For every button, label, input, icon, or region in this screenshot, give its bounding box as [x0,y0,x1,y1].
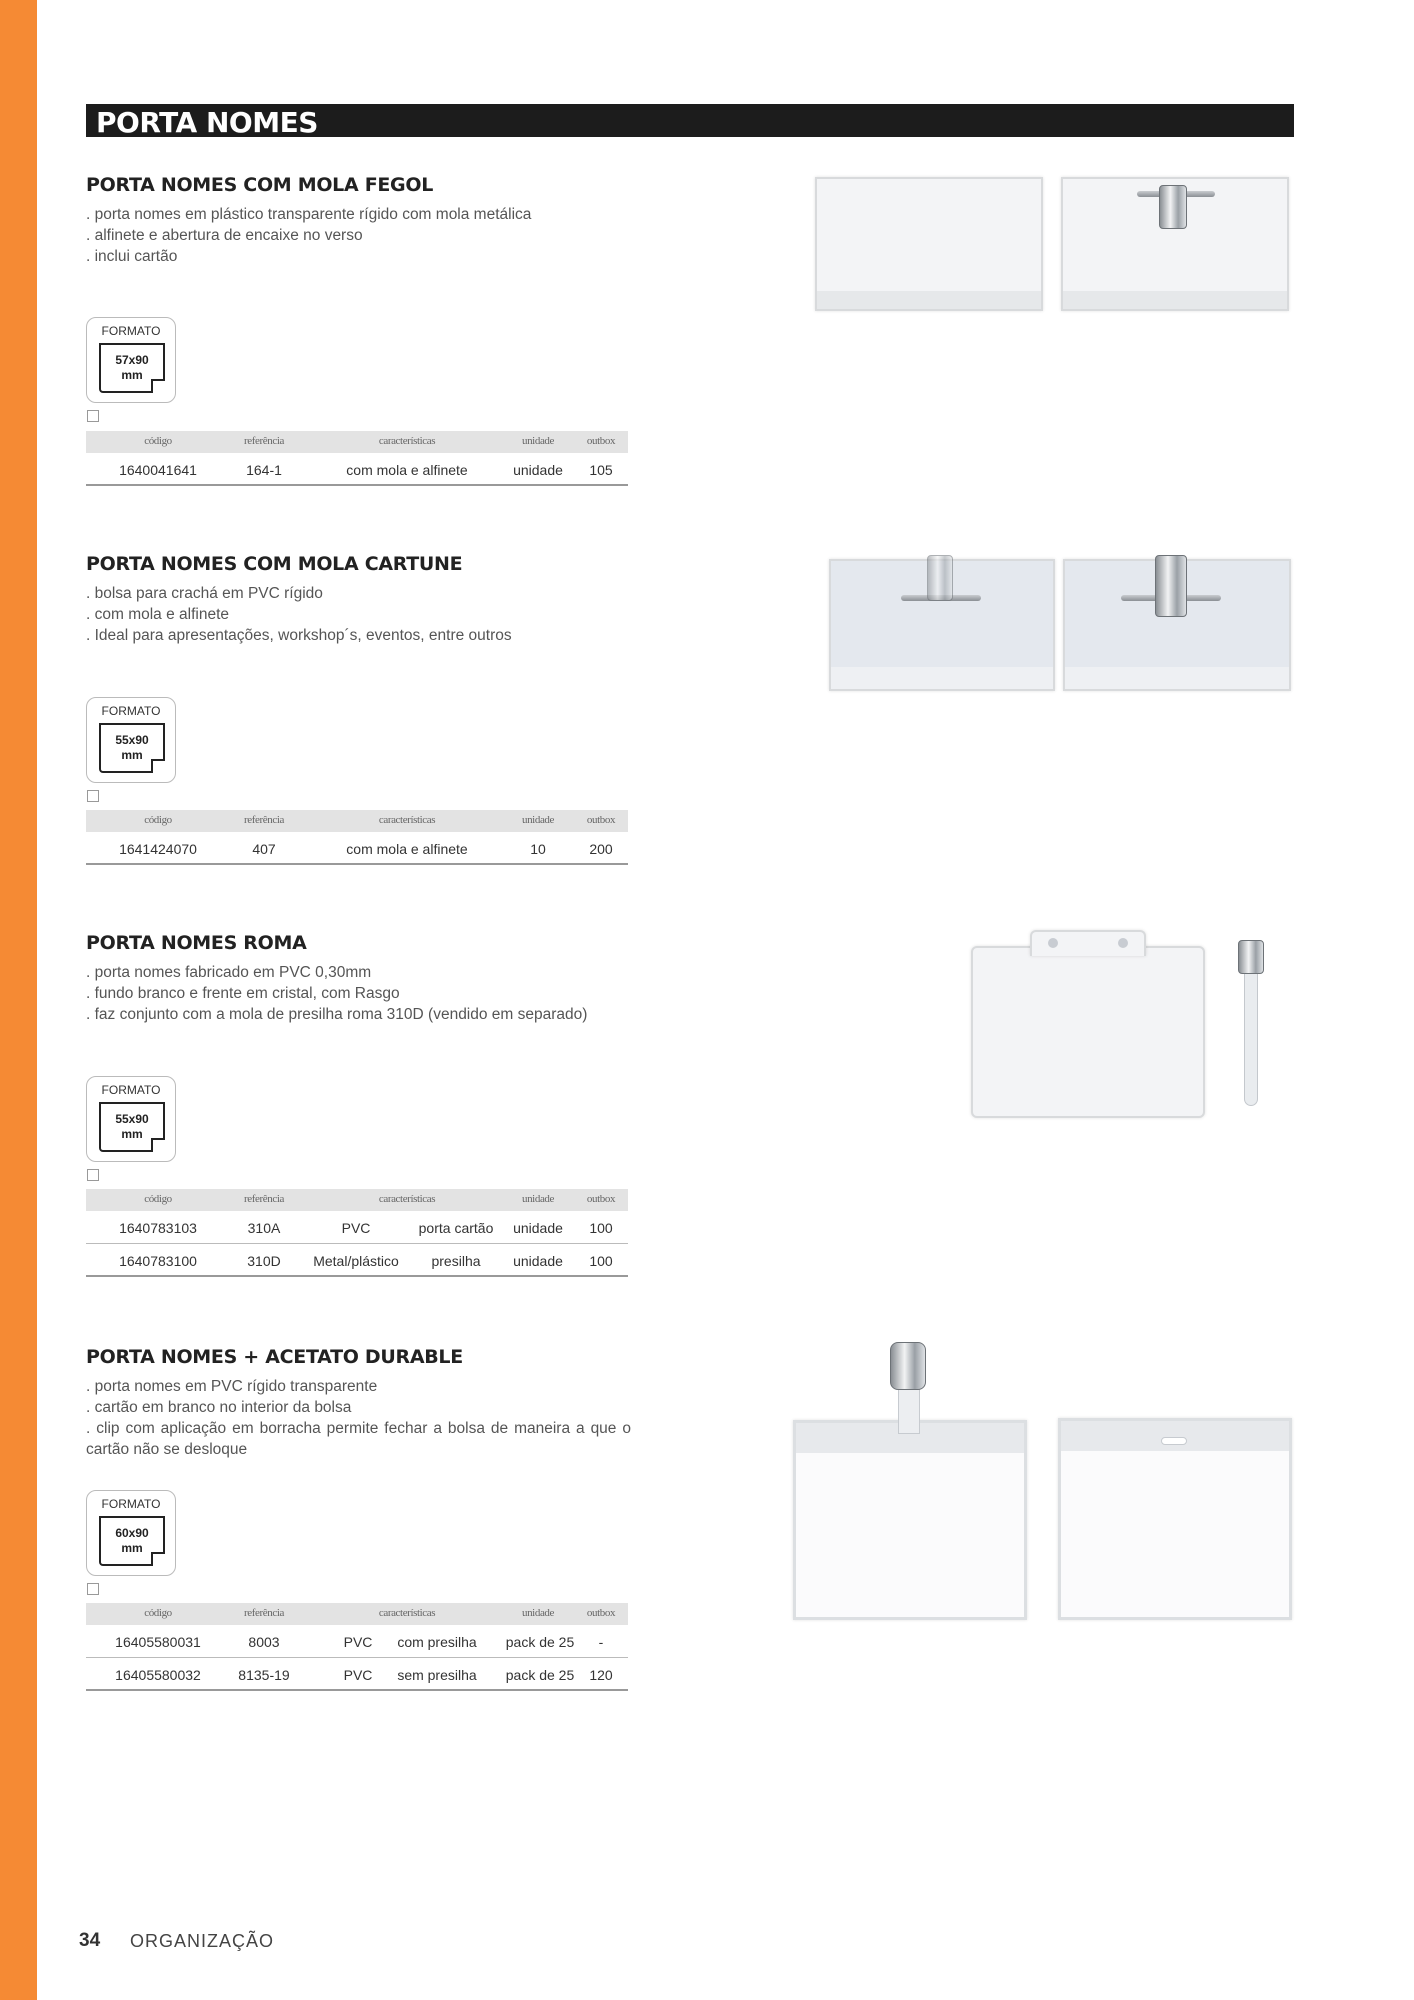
cell-outbox: - [598,1634,604,1650]
cell-outbox: 105 [589,462,613,478]
cell-caracteristicas: com presilha [397,1634,477,1650]
slot-icon [1161,1437,1187,1445]
cell-referencia: 310A [247,1220,281,1236]
formato-value: 55x90 mm [115,733,149,762]
cell-unidade: pack de 25 [505,1667,575,1683]
cell-codigo: 16405580031 [115,1634,201,1650]
table-header [86,1603,628,1625]
header-outbox: outbox [586,1607,616,1619]
cell-codigo: 1640783103 [119,1220,197,1236]
product-features [86,962,631,1025]
header-referencia: referência [244,435,284,447]
formato-label: FORMATO [101,1083,161,1097]
product-image-durable [790,1338,1295,1623]
product-title: PORTA NOMES COM MOLA FEGOL [86,174,434,196]
badge-front-image [815,177,1043,311]
clip-icon [1238,940,1264,974]
cell-referencia: 8003 [248,1634,280,1650]
formato-badge [86,697,176,783]
table-row [86,1244,628,1277]
select-checkbox[interactable] [87,1169,99,1181]
table-header [86,810,628,832]
product-image-roma [968,926,1288,1122]
product-features [86,1376,631,1460]
cell-referencia: 310D [247,1253,281,1269]
header-codigo: código [144,435,172,447]
cell-codigo: 16405580032 [115,1667,201,1683]
product-features [86,583,631,646]
table-header [86,431,628,453]
select-checkbox[interactable] [87,1583,99,1595]
cell-material: Metal/plástico [313,1253,399,1269]
feature-item: . cartão em branco no interior da bolsa [86,1399,352,1416]
product-table [86,810,628,865]
product-title: PORTA NOMES + ACETATO DURABLE [86,1346,463,1368]
formato-card-icon [99,1516,165,1566]
product-durable [86,1346,631,1460]
header-referencia: referência [244,1607,284,1619]
clip-icon [927,555,953,601]
badge-back-image [1061,177,1289,311]
formato-badge [86,317,176,403]
feature-item: . clip com aplicação em borracha permite fechar a bolsa de maneira a que o cartão não se desloque [86,1420,631,1458]
cell-material: PVC [341,1220,371,1236]
header-referencia: referência [244,814,284,826]
table-row [86,1625,628,1658]
cell-referencia: 164-1 [246,462,282,478]
feature-item: . bolsa para crachá em PVC rígido [86,585,323,602]
cell-material: PVC [343,1667,373,1683]
cell-caracteristicas: sem presilha [397,1667,477,1683]
formato-badge [86,1076,176,1162]
badge-holder-image [971,946,1205,1118]
feature-item: . faz conjunto com a mola de presilha roma 310D (vendido em separado) [86,1006,588,1023]
header-codigo: código [144,814,172,826]
formato-badge [86,1490,176,1576]
feature-item: . porta nomes fabricado em PVC 0,30mm [86,964,372,981]
formato-card-icon [99,1102,165,1152]
product-title: PORTA NOMES ROMA [86,932,307,954]
cell-unidade: unidade [513,462,563,478]
badge-back-image [1063,559,1291,691]
select-checkbox[interactable] [87,790,99,802]
header-outbox: outbox [586,435,616,447]
feature-item: . Ideal para apresentações, workshop´s, eventos, entre outros [86,627,512,644]
product-image-fegol [815,175,1291,313]
footer-category: ORGANIZAÇÃO [130,1931,275,1951]
feature-item: . porta nomes em plástico transparente rígido com mola metálica [86,206,532,223]
cell-unidade: unidade [513,1220,563,1236]
header-caracteristicas: características [378,814,436,826]
cell-unidade: 10 [530,841,546,857]
product-table [86,1603,628,1691]
cell-unidade: unidade [513,1253,563,1269]
product-cartune [86,553,631,646]
feature-item: . alfinete e abertura de encaixe no verso [86,227,363,244]
header-unidade: unidade [521,1193,555,1205]
table-row [86,832,628,865]
badge-with-clip-image [793,1420,1027,1620]
formato-card-icon [99,343,165,393]
table-header [86,1189,628,1211]
feature-item: . com mola e alfinete [86,606,230,623]
header-caracteristicas: características [378,435,436,447]
feature-item: . inclui cartão [86,248,178,265]
cell-caracteristicas: com mola e alfinete [346,462,468,478]
clip-icon [1159,185,1187,229]
page-number: 34 [79,1930,101,1951]
cell-referencia: 407 [252,841,276,857]
header-caracteristicas: características [378,1607,436,1619]
formato-label: FORMATO [101,704,161,718]
header-outbox: outbox [586,814,616,826]
badge-without-clip-image [1058,1418,1292,1620]
header-referencia: referência [244,1193,284,1205]
cell-material: PVC [343,1634,373,1650]
product-roma [86,932,631,1025]
cell-caracteristicas: presilha [431,1253,481,1269]
clip-icon [1155,555,1187,617]
cell-outbox: 120 [589,1667,613,1683]
formato-label: FORMATO [101,1497,161,1511]
cell-outbox: 100 [589,1220,613,1236]
header-unidade: unidade [521,814,555,826]
formato-value: 57x90 mm [115,353,149,382]
cell-referencia: 8135-19 [238,1667,290,1683]
section-title: PORTA NOMES [96,106,318,139]
header-unidade: unidade [521,435,555,447]
section-banner [86,104,1294,137]
header-unidade: unidade [521,1607,555,1619]
side-color-bar [0,0,37,2000]
table-row [86,1211,628,1244]
cell-unidade: pack de 25 [505,1634,575,1650]
header-outbox: outbox [586,1193,616,1205]
header-caracteristicas: características [378,1193,436,1205]
product-image-cartune [829,555,1291,692]
product-features [86,204,631,267]
strap-image [1244,966,1258,1106]
cell-outbox: 100 [589,1253,613,1269]
table-row [86,453,628,486]
clip-icon [890,1342,926,1390]
feature-item: . fundo branco e frente em cristal, com Rasgo [86,985,400,1002]
product-title: PORTA NOMES COM MOLA CARTUNE [86,553,463,575]
hole-icon [1118,938,1128,948]
feature-item: . porta nomes em PVC rígido transparente [86,1378,378,1395]
select-checkbox[interactable] [87,410,99,422]
table-row [86,1658,628,1691]
hole-icon [1048,938,1058,948]
formato-card-icon [99,723,165,773]
formato-value: 55x90 mm [115,1112,149,1141]
badge-front-image [829,559,1055,691]
product-fegol [86,174,631,267]
header-codigo: código [144,1607,172,1619]
cell-codigo: 1641424070 [119,841,197,857]
cell-caracteristicas: com mola e alfinete [346,841,468,857]
formato-value: 60x90 mm [115,1526,149,1555]
cell-caracteristicas: porta cartão [418,1220,494,1236]
cell-outbox: 200 [589,841,613,857]
cell-codigo: 1640783100 [119,1253,197,1269]
header-codigo: código [144,1193,172,1205]
cell-codigo: 1640041641 [119,462,197,478]
product-table [86,1189,628,1277]
formato-label: FORMATO [101,324,161,338]
product-table [86,431,628,486]
